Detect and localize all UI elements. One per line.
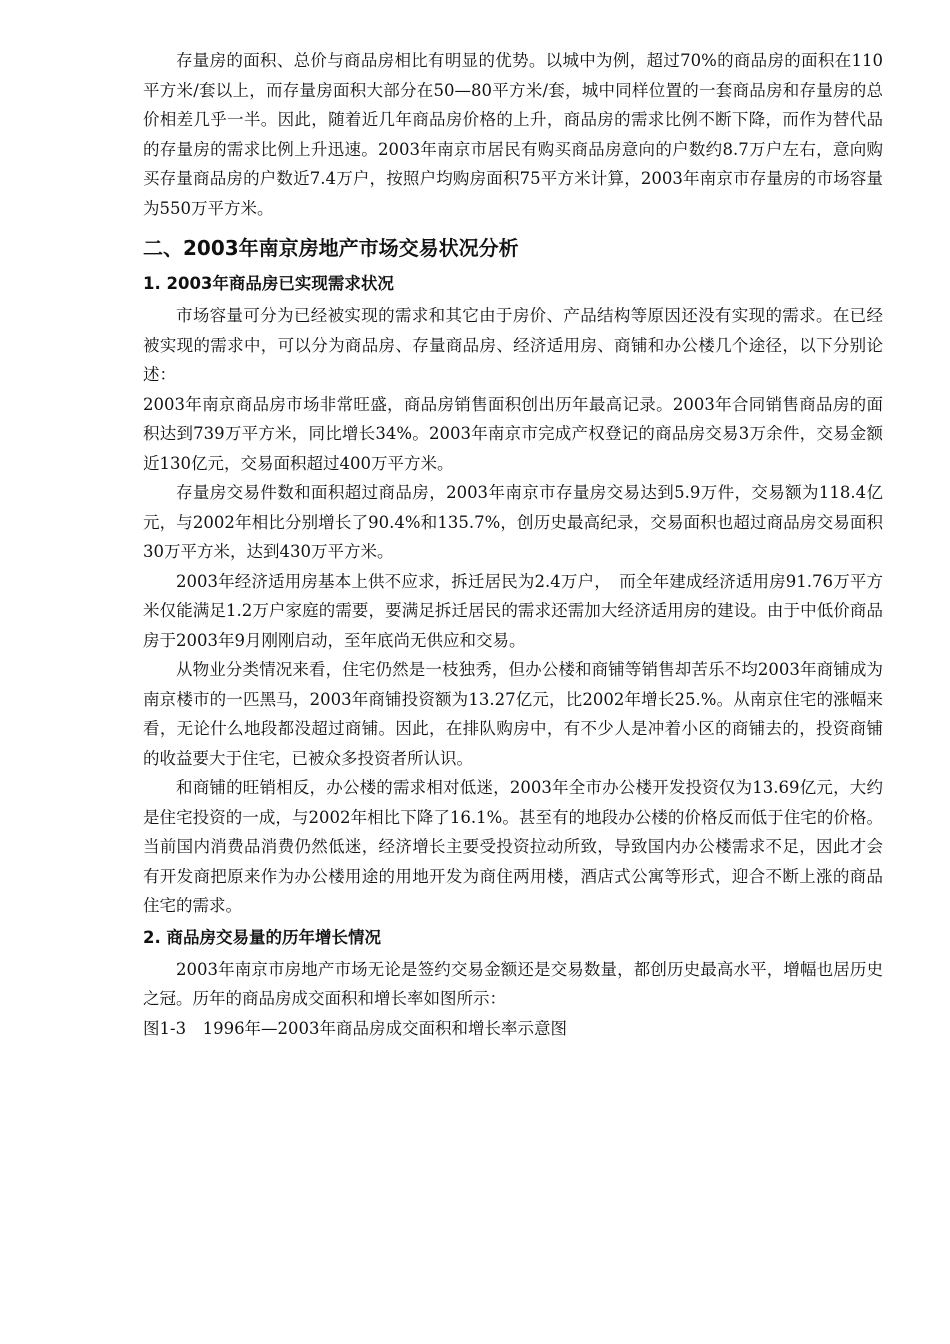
paragraph-market-capacity: 市场容量可分为已经被实现的需求和其它由于房价、产品结构等原因还没有实现的需求。在已经被实现的需求中，可以分为商品房、存量商品房、经济适用房、商铺和办公楼几个途径，以下分别论述：	[143, 306, 883, 384]
subsection-heading-volume-growth: 2. 商品房交易量的历年增长情况	[143, 927, 381, 947]
subsection-heading-realized-demand: 1. 2003年商品房已实现需求状况	[143, 274, 394, 293]
paragraph-stock-housing-transactions: 存量房交易件数和面积超过商品房，2003年南京市存量房交易达到5.9万件，交易额为118.4亿元，与2002年相比分别增长了90.4%和135.7%，创历史最高纪录，交易面积也超过商品房交易面积30万平方米，达到430万平方米。	[143, 483, 883, 561]
paragraph-affordable-housing: 2003年经济适用房基本上供不应求，拆迁居民为2.4万户， 而全年建成经济适用房91.76万平方米仅能满足1.2万户家庭的需要，要满足拆迁居民的需求还需加大经济适用房的建设。由于中低价商品房于2003年9月刚刚启动，至年底尚无供应和交易。	[143, 571, 883, 650]
paragraph-commercial-housing-sales: 2003年南京商品房市场非常旺盛，商品房销售面积创出历年最高记录。2003年合同销售商品房的面积达到739万平方米，同比增长34%。2003年南京市完成产权登记的商品房交易3万余件，交易金额近130亿元，交易面积超过400万平方米。	[143, 394, 883, 473]
paragraph-office-demand: 和商铺的旺销相反，办公楼的需求相对低迷，2003年全市办公楼开发投资仅为13.69亿元，大约是住宅投资的一成，与2002年相比下降了16.1%。甚至有的地段办公楼的价格反而低于住宅的价格。当前国内消费品消费仍然低迷，经济增长主要受投资拉动所致，导致国内办公楼需求不足，因此才会有开发商把原来作为办公楼用途的用地开发为商住两用楼，酒店式公寓等形式，迎合不断上涨的商品住宅的需求。	[143, 778, 883, 915]
section-heading-2003-market-analysis: 二、2003年南京房地产市场交易状况分析	[143, 236, 519, 260]
document-page	[143, 46, 883, 1043]
paragraph-stock-housing-advantage: 存量房的面积、总价与商品房相比有明显的优势。以城中为例，超过70%的商品房的面积在110平方米/套以上，而存量房面积大部分在50—80平方米/套，城中同样位置的一套商品房和存量房的总价相差几乎一半。因此，随着近几年商品房价格的上升，商品房的需求比例不断下降，而作为替代品的存量房的需求比例上升迅速。2003年南京市居民有购买商品房意向的户数约8.7万户左右，意向购买存量商品房的户数近7.4万户，按照户均购房面积75平方米计算，2003年南京市存量房的市场容量为550万平方米。	[143, 51, 883, 218]
figure-caption: 图1-3 1996年—2003年商品房成交面积和增长率示意图	[143, 1018, 568, 1038]
paragraph-shops-investment: 从物业分类情况来看，住宅仍然是一枝独秀，但办公楼和商铺等销售却苦乐不均2003年商铺成为南京楼市的一匹黑马，2003年商铺投资额为13.27亿元，比2002年增长25.%。从南京住宅的涨幅来看，无论什么地段都没超过商铺。因此，在排队购房中，有不少人是冲着小区的商铺去的，投资商铺的收益要大于住宅，已被众多投资者所认识。	[143, 660, 883, 768]
paragraph-2003-record-levels: 2003年南京市房地产市场无论是签约交易金额还是交易数量，都创历史最高水平，增幅也居历史之冠。历年的商品房成交面积和增长率如图所示：	[143, 959, 883, 1008]
